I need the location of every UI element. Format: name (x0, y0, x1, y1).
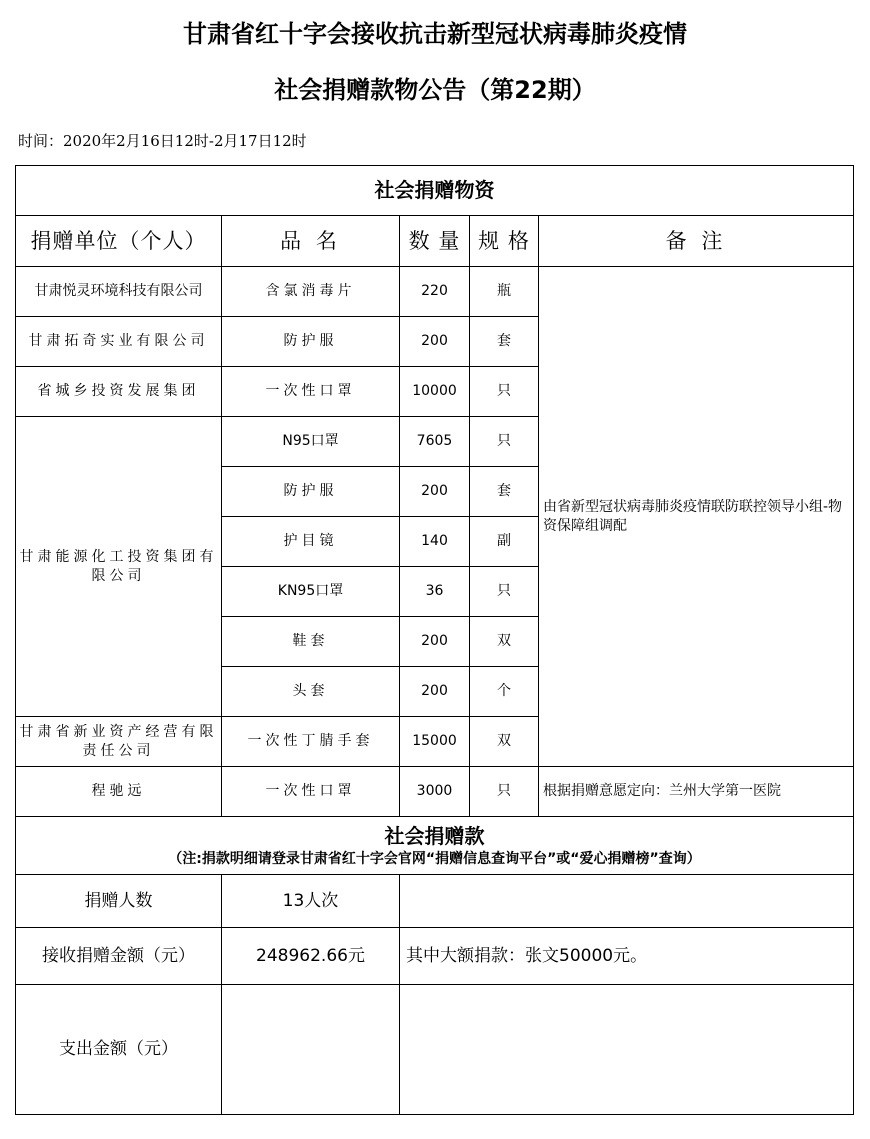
item-unit: 只 (470, 767, 539, 817)
donor-name: 程驰远 (16, 767, 222, 817)
donor-name: 甘肃悦灵环境科技有限公司 (16, 267, 222, 317)
item-qty: 10000 (400, 367, 470, 417)
item-name: 防护服 (222, 317, 400, 367)
money-section-header (16, 817, 854, 875)
header-donor: 捐赠单位（个人） (16, 216, 222, 267)
item-unit: 双 (470, 617, 539, 667)
donor-name: 甘肃拓奇实业有限公司 (16, 317, 222, 367)
item-qty: 3000 (400, 767, 470, 817)
item-qty: 200 (400, 317, 470, 367)
announcement-title-line1: 甘肃省红十字会接收抗击新型冠状病毒肺炎疫情 (183, 20, 687, 48)
donor-name: 甘肃能源化工投资集团有限公司 (16, 417, 222, 717)
table-row (16, 875, 854, 928)
item-unit: 套 (470, 467, 539, 517)
item-qty: 36 (400, 567, 470, 617)
item-name: 防护服 (222, 467, 400, 517)
expense-amount-label: 支出金额（元） (16, 985, 222, 1115)
item-qty: 200 (400, 467, 470, 517)
money-section-title: 社会捐赠款 (384, 823, 485, 848)
item-unit: 只 (470, 567, 539, 617)
donor-count-label: 捐赠人数 (16, 875, 222, 928)
item-qty: 200 (400, 617, 470, 667)
table-row (16, 267, 854, 317)
item-name: 一次性丁腈手套 (222, 717, 400, 767)
item-name: KN95口罩 (222, 567, 400, 617)
money-section-note: （注:捐款明细请登录甘肃省红十字会官网“捐赠信息查询平台”或“爱心捐赠榜”查询） (168, 850, 701, 867)
table-row (16, 767, 854, 817)
item-qty: 220 (400, 267, 470, 317)
donor-count-note (400, 875, 854, 928)
item-name: 一次性口罩 (222, 367, 400, 417)
received-amount-note: 其中大额捐款：张文50000元。 (400, 928, 854, 985)
item-unit: 只 (470, 367, 539, 417)
item-name: 鞋套 (222, 617, 400, 667)
donor-name: 甘肃省新业资产经营有限责任公司 (16, 717, 222, 767)
donor-name: 省城乡投资发展集团 (16, 367, 222, 417)
item-name: N95口罩 (222, 417, 400, 467)
received-amount-label: 接收捐赠金额（元） (16, 928, 222, 985)
item-name: 护目镜 (222, 517, 400, 567)
item-qty: 7605 (400, 417, 470, 467)
goods-section-title: 社会捐赠物资 (16, 166, 854, 216)
table-row (16, 985, 854, 1115)
item-unit: 瓶 (470, 267, 539, 317)
item-qty: 15000 (400, 717, 470, 767)
remark-allocation: 由省新型冠状病毒肺炎疫情联防联控领导小组-物资保障组调配 (539, 267, 854, 767)
remark-directed: 根据捐赠意愿定向：兰州大学第一医院 (539, 767, 854, 817)
item-qty: 200 (400, 667, 470, 717)
goods-header-row (16, 216, 854, 267)
item-unit: 个 (470, 667, 539, 717)
item-name: 一次性口罩 (222, 767, 400, 817)
item-qty: 140 (400, 517, 470, 567)
donor-count-value: 13人次 (222, 875, 400, 928)
header-qty: 数 量 (400, 216, 470, 267)
item-name: 头套 (222, 667, 400, 717)
item-unit: 双 (470, 717, 539, 767)
item-name: 含氯消毒片 (222, 267, 400, 317)
expense-amount-value (222, 985, 400, 1115)
received-amount-value: 248962.66元 (222, 928, 400, 985)
announcement-title-line2: 社会捐赠款物公告（第22期） (274, 76, 596, 104)
time-range: 时间：2020年2月16日12时-2月17日12时 (18, 132, 307, 150)
table-row (16, 928, 854, 985)
expense-amount-note (400, 985, 854, 1115)
item-unit: 套 (470, 317, 539, 367)
donation-table (15, 165, 854, 1115)
header-item: 品 名 (222, 216, 400, 267)
header-remark: 备 注 (539, 216, 854, 267)
item-unit: 副 (470, 517, 539, 567)
header-unit: 规 格 (470, 216, 539, 267)
item-unit: 只 (470, 417, 539, 467)
